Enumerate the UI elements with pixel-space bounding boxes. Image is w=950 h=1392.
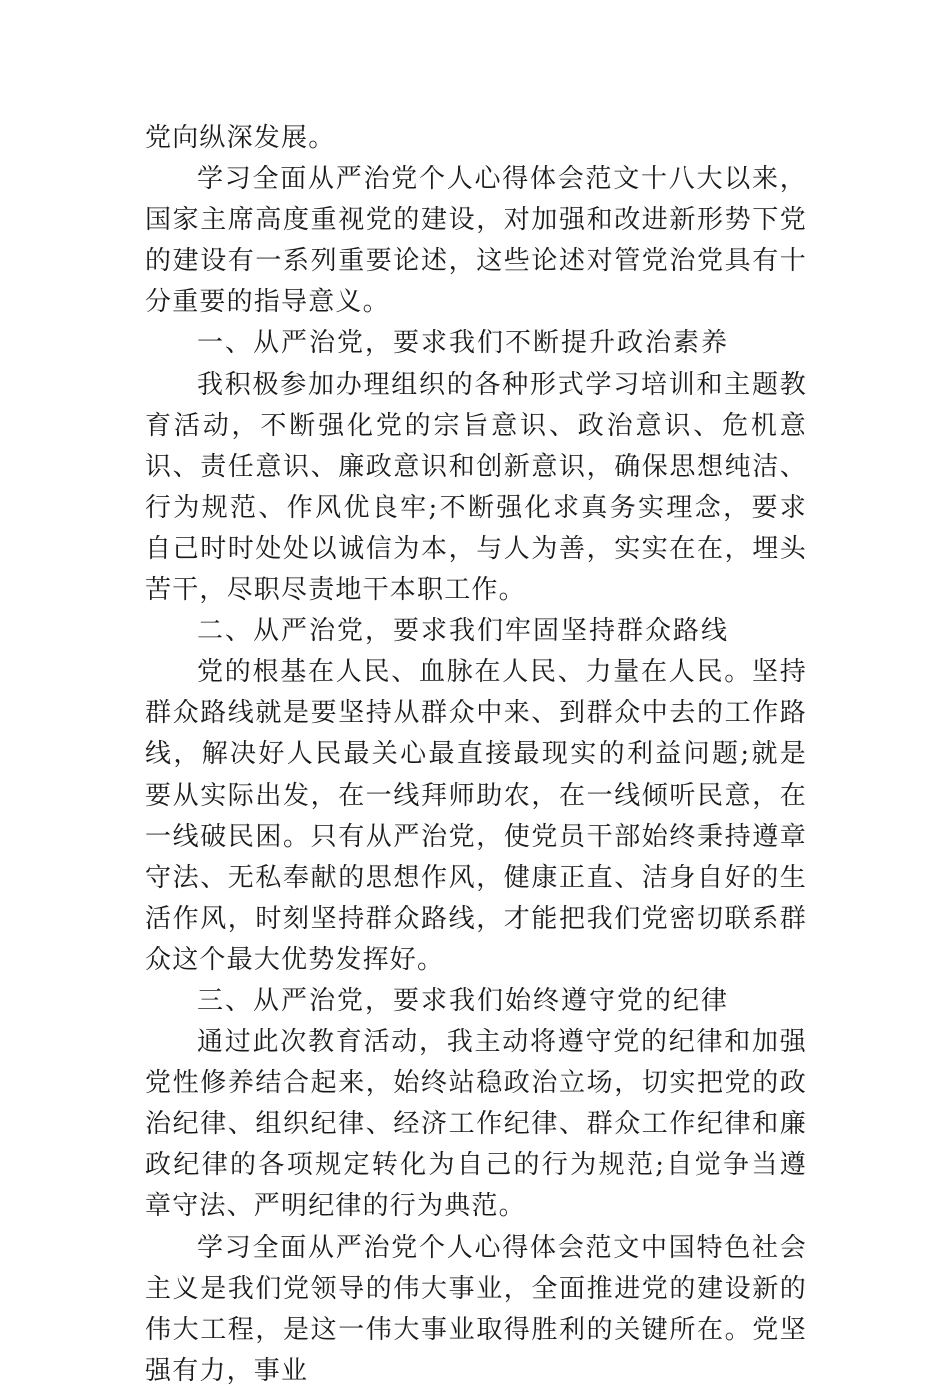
paragraph-continuation: 党向纵深发展。	[145, 123, 336, 153]
section-heading-2: 二、从严治党，要求我们牢固坚持群众路线	[197, 616, 730, 647]
document-body	[145, 118, 807, 1392]
paragraph-section-2: 党的根基在人民、血脉在人民、力量在人民。坚持群众路线就是要坚持从群众中来、到群众中去的工作路线，解决好人民最关心最直接最现实的利益问题;就是要从实际出发，在一线拜师助农，在一线倾听民意，在一线破民困。只有从严治党，使党员干部始终秉持遵章守法、无私奉献的思想作风，健康正直、洁身自好的生活作风，时刻坚持群众路线，才能把我们党密切联系群众这个最大优势发挥好。	[145, 657, 807, 975]
section-heading-3: 三、从严治党，要求我们始终遵守党的纪律	[197, 985, 730, 1016]
paragraph-closing: 学习全面从严治党个人心得体会范文中国特色社会主义是我们党领导的伟大事业，全面推进党的建设新的伟大工程，是这一伟大事业取得胜利的关键所在。党坚强有力，事业	[145, 1232, 807, 1386]
paragraph-intro: 学习全面从严治党个人心得体会范文十八大以来，国家主席高度重视党的建设，对加强和改进新形势下党的建设有一系列重要论述，这些论述对管党治党具有十分重要的指导意义。	[145, 164, 807, 318]
paragraph-section-3: 通过此次教育活动，我主动将遵守党的纪律和加强党性修养结合起来，始终站稳政治立场，切实把党的政治纪律、组织纪律、经济工作纪律、群众工作纪律和廉政纪律的各项规定转化为自己的行为规范;自觉争当遵章守法、严明纪律的行为典范。	[145, 1027, 807, 1222]
paragraph-section-1: 我积极参加办理组织的各种形式学习培训和主题教育活动，不断强化党的宗旨意识、政治意识、危机意识、责任意识、廉政意识和创新意识，确保思想纯洁、行为规范、作风优良牢;不断强化求真务实理念，要求自己时时处处以诚信为本，与人为善，实实在在，埋头苦干，尽职尽责地干本职工作。	[145, 369, 807, 606]
section-heading-1: 一、从严治党，要求我们不断提升政治素养	[197, 328, 730, 359]
